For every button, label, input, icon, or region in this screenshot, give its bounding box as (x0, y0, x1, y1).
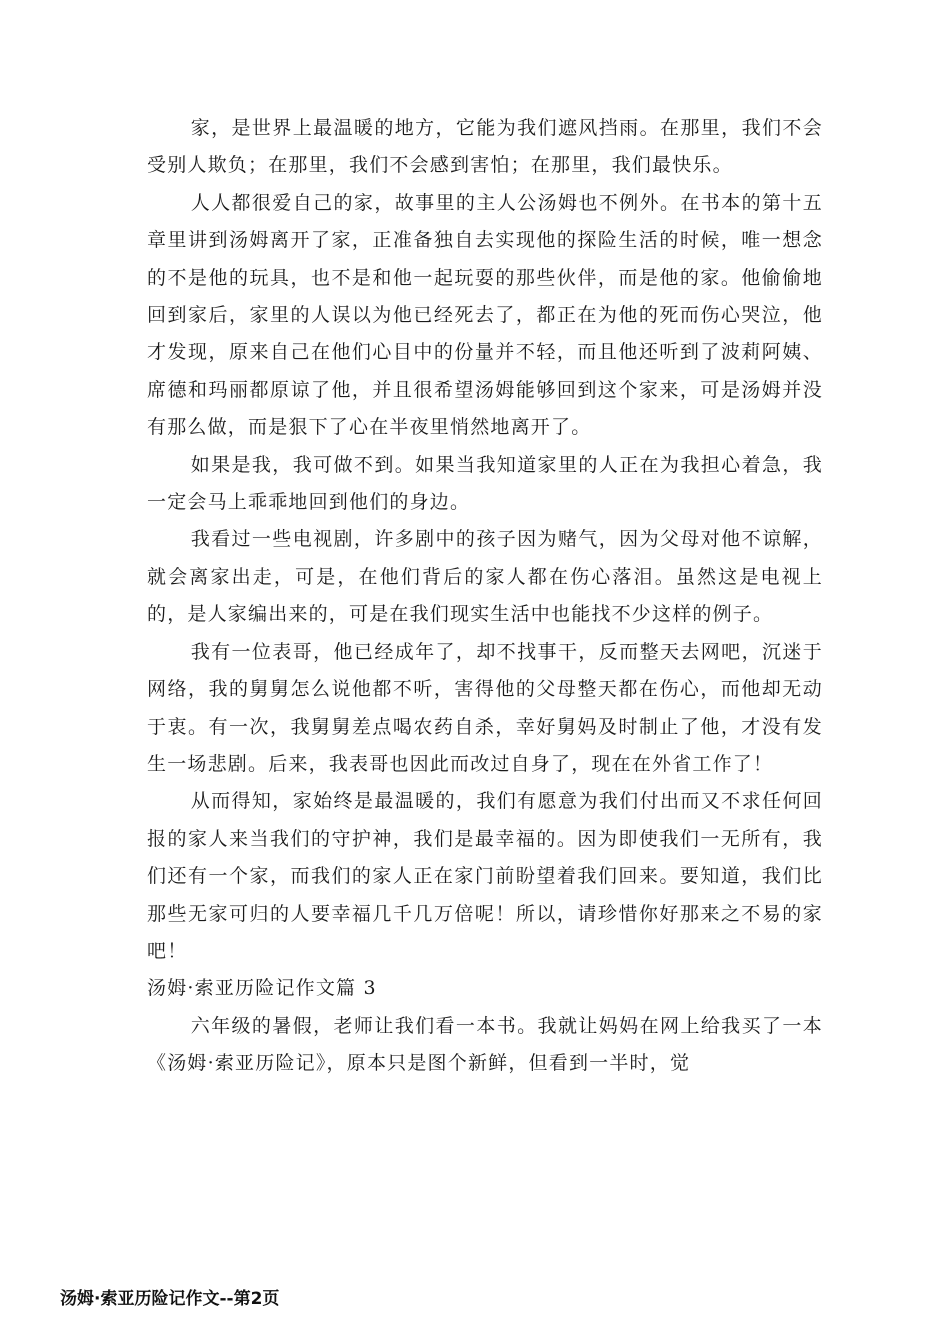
paragraph-1: 家，是世界上最温暖的地方，它能为我们遮风挡雨。在那里，我们不会受别人欺负；在那里，我们不会感到害怕；在那里，我们最快乐。 (147, 117, 823, 177)
section-heading: 汤姆·索亚历险记作文篇 3 (147, 977, 377, 1000)
paragraph-5: 我有一位表哥，他已经成年了，却不找事干，反而整天去网吧，沉迷于网络，我的舅舅怎么说他都不听，害得他的父母整天都在伤心，而他却无动于衷。有一次，我舅舅差点喝农药自杀，幸好舅妈及时制止了他，才没有发生一场悲剧。后来，我表哥也因此而改过自身了，现在在外省工作了！ (147, 640, 823, 775)
paragraph-6: 从而得知，家始终是最温暖的，我们有愿意为我们付出而又不求任何回报的家人来当我们的守护神，我们是最幸福的。因为即使我们一无所有，我们还有一个家，而我们的家人正在家门前盼望着我们回来。要知道，我们比那些无家可归的人要幸福几千几万倍呢！所以，请珍惜你好那来之不易的家吧！ (147, 790, 823, 962)
paragraph-4: 我看过一些电视剧，许多剧中的孩子因为赌气，因为父母对他不谅解，就会离家出走，可是，在他们背后的家人都在伤心落泪。虽然这是电视上的，是人家编出来的，可是在我们现实生活中也能找不少这样的例子。 (147, 528, 823, 626)
page-footer: 汤姆·索亚历险记作文--第2页 (60, 1289, 280, 1309)
paragraph-3: 如果是我，我可做不到。如果当我知道家里的人正在为我担心着急，我一定会马上乖乖地回到他们的身边。 (147, 453, 823, 514)
paragraph-7: 六年级的暑假，老师让我们看一本书。我就让妈妈在网上给我买了一本《汤姆·索亚历险记》，原本只是图个新鲜，但看到一半时，觉 (147, 1014, 823, 1075)
paragraph-2: 人人都很爱自己的家，故事里的主人公汤姆也不例外。在书本的第十五章里讲到汤姆离开了家，正准备独自去实现他的探险生活的时候，唯一想念的不是他的玩具，也不是和他一起玩耍的那些伙伴，而是他的家。他偷偷地回到家后，家里的人误以为他已经死去了，都正在为他的死而伤心哭泣，他才发现，原来自己在他们心目中的份量并不轻，而且他还听到了波莉阿姨、席德和玛丽都原谅了他，并且很希望汤姆能够回到这个家来，可是汤姆并没有那么做，而是狠下了心在半夜里悄然地离开了。 (147, 191, 823, 439)
document-body (147, 110, 823, 1083)
